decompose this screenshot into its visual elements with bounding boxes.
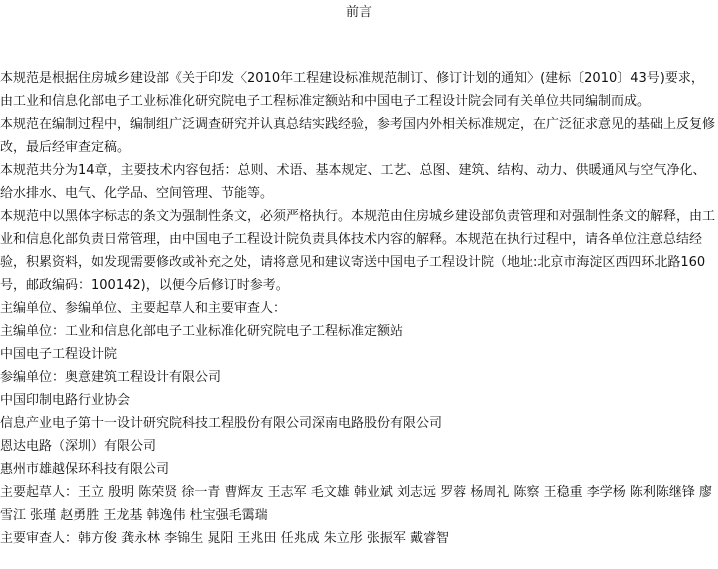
para-main-drafters: 主要起草人：王立 殷明 陈荣贤 徐一青 曹辉友 王志军 毛文雄 韩业斌 刘志远 罗蓉 杨周礼 陈察 王稳重 李学杨 陈利陈继锋 廖雪江 张瑾 赵勇胜 王龙基 韩逸伟 杜宝强毛霭瑞	[0, 485, 712, 523]
para-participating-unit-5: 惠州市雄越保环科技有限公司	[0, 462, 170, 477]
para-participating-unit-3: 信息产业电子第十一设计研究院科技工程股份有限公司深南电路股份有限公司	[0, 416, 443, 431]
para-chief-editor-unit: 主编单位：工业和信息化部电子工业标准化研究院电子工程标准定额站	[0, 324, 404, 339]
para-main-contents: 本规范共分为14章，主要技术内容包括：总则、术语、基本规定、工艺、总图、建筑、结构、动力、供暖通风与空气净化、给水排水、电气、化学品、空间管理、节能等。	[0, 163, 706, 201]
para-chief-editor-unit-2: 中国电子工程设计院	[0, 347, 118, 362]
para-participating-unit-2: 中国印制电路行业协会	[0, 393, 131, 408]
para-mandatory-provisions: 本规范中以黑体字标志的条文为强制性条文，必须严格执行。本规范由住房城乡建设部负责管理和对强制性条文的解释，由工业和信息化部负责日常管理，由中国电子工程设计院负责具体技术内容的解释。本规范在执行过程中，请各单位注意总结经验，积累资料，如发现需要修改或补充之处，请将意见和建议寄送中国电子工程设计院（地址:北京市海淀区西四环北路160号，邮政编码：100142)，以便今后修订时参考。	[0, 209, 716, 293]
para-units-heading: 主编单位、参编单位、主要起草人和主要审查人：	[0, 301, 287, 316]
para-participating-unit: 参编单位：奥意建筑工程设计有限公司	[0, 370, 222, 385]
para-main-reviewers: 主要审查人：韩方俊 龚永林 李锦生 晁阳 王兆田 任兆成 朱立彤 张振军 戴睿智	[0, 531, 450, 546]
page-title: 前言	[345, 5, 372, 20]
para-compilation-process: 本规范在编制过程中，编制组广泛调查研究并认真总结实践经验，参考国内外相关标准规定，在广泛征求意见的基础上反复修改，最后经审查定稿。	[0, 117, 716, 155]
para-participating-unit-4: 恩达电路（深圳）有限公司	[0, 439, 157, 454]
document-body	[0, 67, 716, 550]
para-compilation-basis: 本规范是根据住房城乡建设部《关于印发〈2010年工程建设标准规范制订、修订计划的通知〉(建标〔2010〕43号)要求，由工业和信息化部电子工业标准化研究院电子工程标准定额站和中国电子工程设计院会同有关单位共同编制而成。	[0, 71, 704, 109]
